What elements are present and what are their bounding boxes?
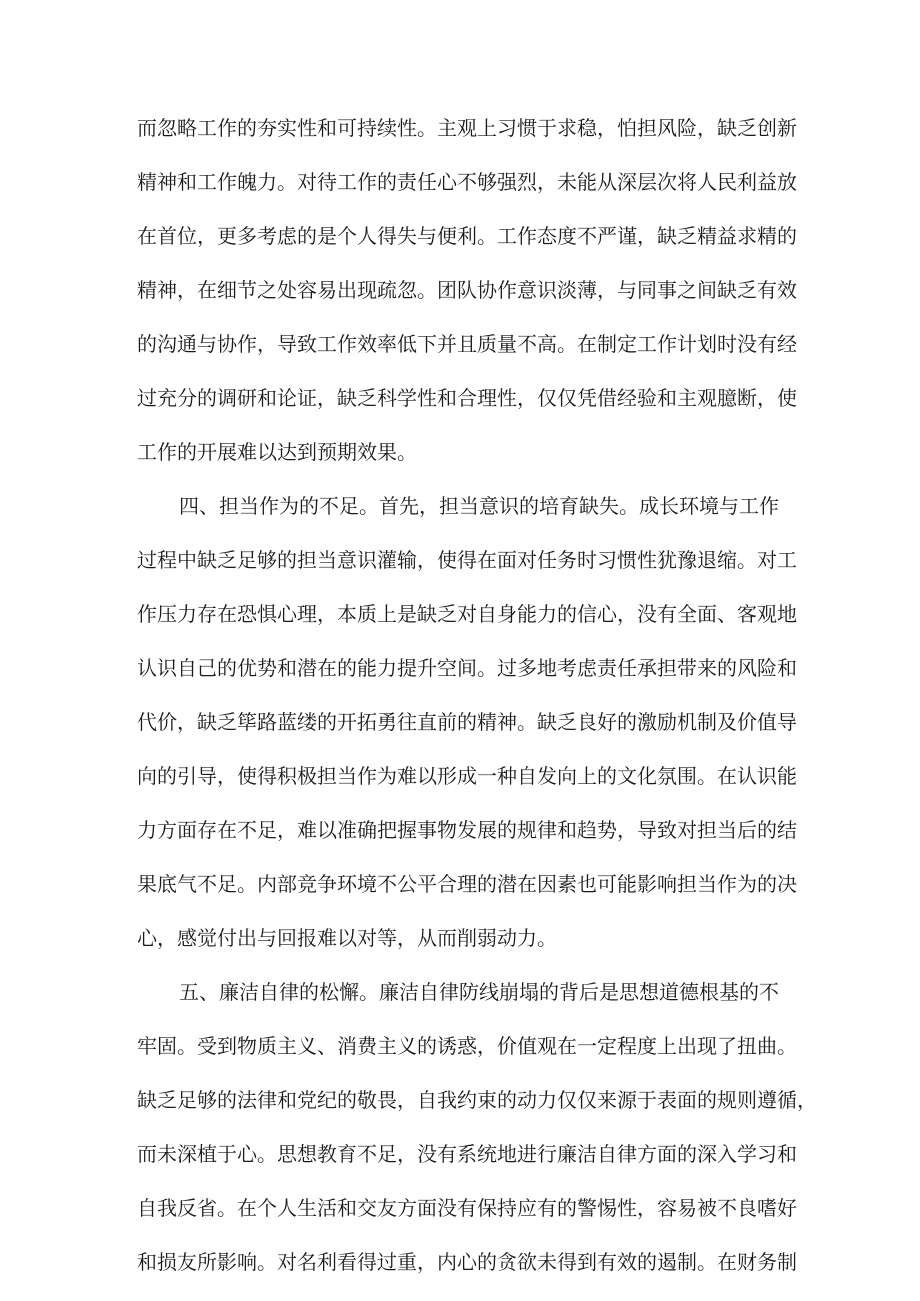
text-line: 而未深植于心。思想教育不足，没有系统地进行廉洁自律方面的深入学习和 (137, 1142, 797, 1166)
text-line: 精神和工作魄力。对待工作的责任心不够强烈，未能从深层次将人民利益放 (137, 170, 797, 194)
section-heading-line: 四、担当作为的不足。首先，担当意识的培育缺失。成长环境与工作 (179, 494, 779, 518)
text-line: 精神，在细节之处容易出现疏忽。团队协作意识淡薄，与同事之间缺乏有效 (137, 278, 797, 302)
text-line: 过充分的调研和论证，缺乏科学性和合理性，仅仅凭借经验和主观臆断，使 (137, 386, 797, 410)
text-line: 和损友所影响。对名利看得过重，内心的贪欲未得到有效的遏制。在财务制 (137, 1250, 797, 1274)
text-line: 力方面存在不足，难以准确把握事物发展的规律和趋势，导致对担当后的结 (137, 818, 797, 842)
text-line: 作压力存在恐惧心理，本质上是缺乏对自身能力的信心，没有全面、客观地 (137, 602, 797, 626)
text-line: 代价，缺乏筚路蓝缕的开拓勇往直前的精神。缺乏良好的激励机制及价值导 (137, 710, 797, 734)
text-line: 向的引导，使得积极担当作为难以形成一种自发向上的文化氛围。在认识能 (137, 764, 797, 788)
text-line: 在首位，更多考虑的是个人得失与便利。工作态度不严谨，缺乏精益求精的 (137, 224, 797, 248)
text-line: 自我反省。在个人生活和交友方面没有保持应有的警惕性，容易被不良嗜好 (137, 1196, 797, 1220)
text-line: 而忽略工作的夯实性和可持续性。主观上习惯于求稳，怕担风险，缺乏创新 (137, 116, 797, 140)
text-line: 的沟通与协作，导致工作效率低下并且质量不高。在制定工作计划时没有经 (137, 332, 797, 356)
text-line: 认识自己的优势和潜在的能力提升空间。过多地考虑责任承担带来的风险和 (137, 656, 797, 680)
text-line: 缺乏足够的法律和党纪的敬畏，自我约束的动力仅仅来源于表面的规则遵循， (137, 1088, 817, 1112)
text-line: 心，感觉付出与回报难以对等，从而削弱动力。 (137, 926, 557, 950)
text-line: 过程中缺乏足够的担当意识灌输，使得在面对任务时习惯性犹豫退缩。对工 (137, 548, 797, 572)
text-line: 工作的开展难以达到预期效果。 (137, 440, 417, 464)
text-line: 牢固。受到物质主义、消费主义的诱惑，价值观在一定程度上出现了扭曲。 (137, 1034, 797, 1058)
text-line: 果底气不足。内部竞争环境不公平合理的潜在因素也可能影响担当作为的决 (137, 872, 797, 896)
section-heading-line: 五、廉洁自律的松懈。廉洁自律防线崩塌的背后是思想道德根基的不 (179, 980, 779, 1004)
